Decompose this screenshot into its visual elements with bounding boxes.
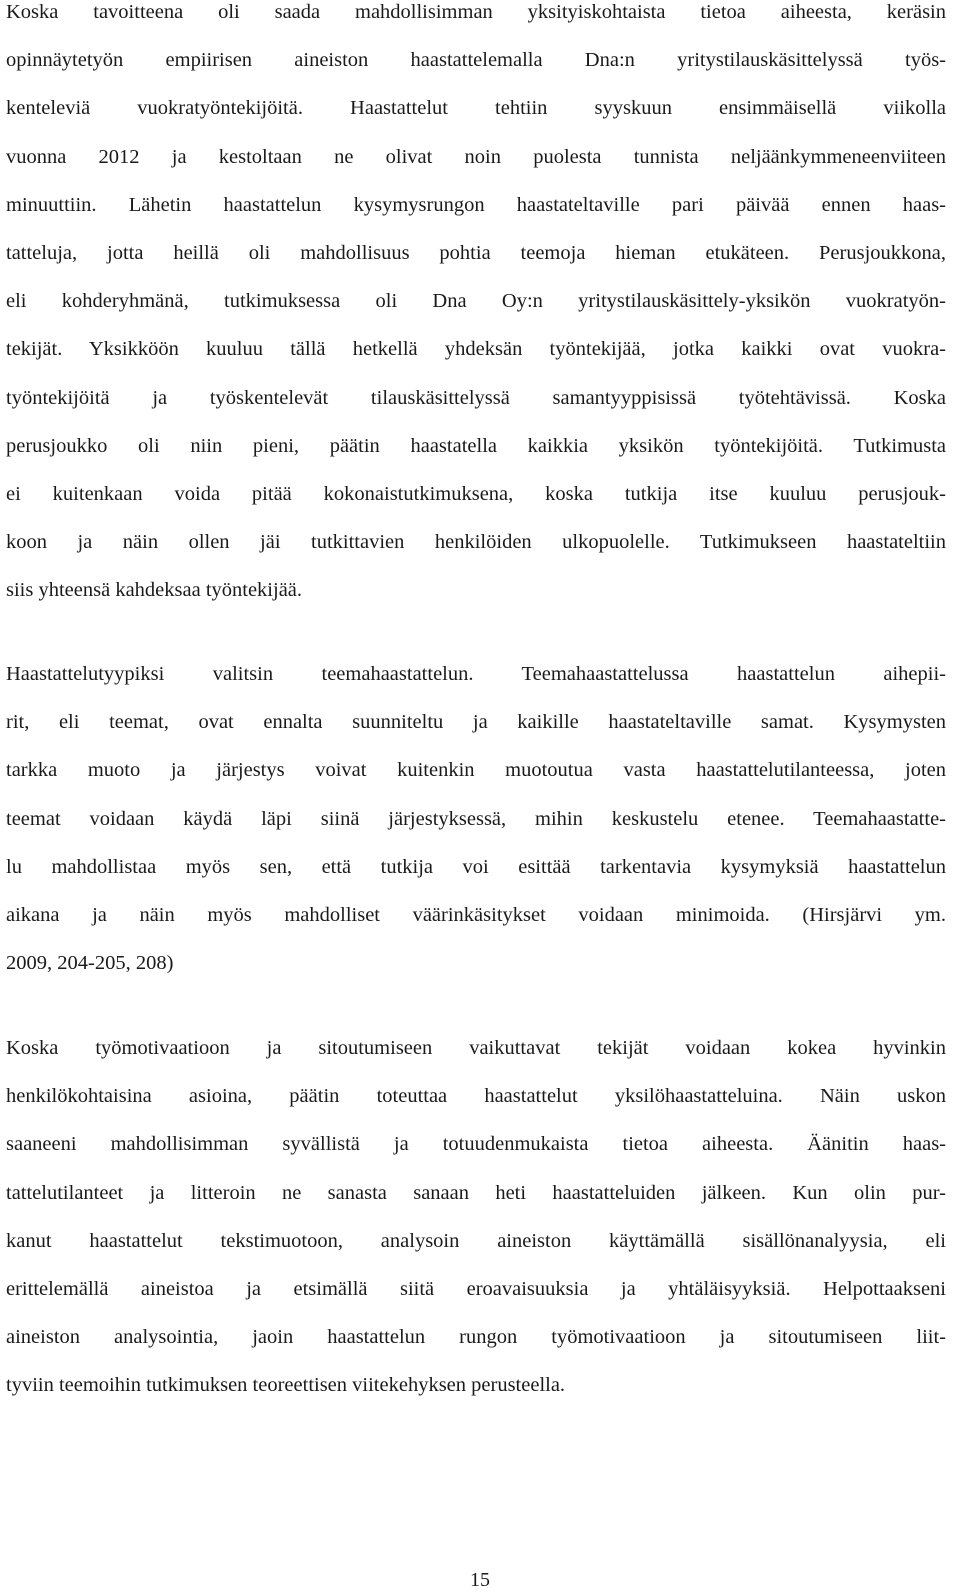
text-line: tekijät. Yksikköön kuuluu tällä hetkellä yhdeksän työntekijää, jotka kaikki ovat vuokra- [6, 338, 946, 361]
text-line: kanut haastattelut tekstimuotoon, analysoin aineiston käyttämällä sisällönanalyysia, eli [6, 1229, 946, 1252]
text-line: henkilökohtaisina asioina, päätin toteuttaa haastattelut yksilöhaastatteluina. Näin uskon [6, 1085, 946, 1108]
paragraph-3 [6, 1024, 946, 1410]
text-line: koon ja näin ollen jäi tutkittavien henkilöiden ulkopuolelle. Tutkimukseen haastateltiin [6, 531, 946, 554]
paragraph-2 [6, 650, 946, 987]
text-line: vuonna 2012 ja kestoltaan ne olivat noin puolesta tunnista neljäänkymmeneenviiteen [6, 145, 946, 168]
text-line: kenteleviä vuokratyöntekijöitä. Haastattelut tehtiin syyskuun ensimmäisellä viikolla [6, 97, 946, 120]
text-line: työntekijöitä ja työskentelevät tilauskäsittelyssä samantyyppisissä työtehtävissä. Koska [6, 386, 946, 409]
text-line: erittelemällä aineistoa ja etsimällä siitä eroavaisuuksia ja yhtäläisyyksiä. Helpottaakseni [6, 1277, 946, 1300]
text-line: 2009, 204-205, 208) [6, 952, 174, 975]
text-line: tatteluja, jotta heillä oli mahdollisuus pohtia teemoja hieman etukäteen. Perusjoukkona, [6, 241, 946, 264]
text-line: aineiston analysointia, jaoin haastattelun rungon työmotivaatioon ja sitoutumiseen liit- [6, 1326, 946, 1349]
text-line: tyviin teemoihin tutkimuksen teoreettisen viitekehyksen perusteella. [6, 1374, 566, 1397]
text-line: teemat voidaan käydä läpi siinä järjestyksessä, mihin keskustelu etenee. Teemahaastatte- [6, 807, 946, 830]
text-line: tarkka muoto ja järjestys voivat kuitenkin muotoutua vasta haastattelutilanteessa, joten [6, 759, 946, 782]
page-number: 15 [470, 1569, 490, 1591]
text-line: minuuttiin. Lähetin haastattelun kysymysrungon haastateltaville pari päivää ennen haas- [6, 193, 946, 216]
text-line: Koska työmotivaatioon ja sitoutumiseen vaikuttavat tekijät voidaan kokea hyvinkin [6, 1037, 946, 1059]
text-line: perusjoukko oli niin pieni, päätin haastatella kaikkia yksikön työntekijöitä. Tutkimusta [6, 434, 946, 457]
text-line: Haastattelutyypiksi valitsin teemahaastattelun. Teemahaastattelussa haastattelun aihepii- [6, 663, 946, 685]
paragraph-1 [6, 0, 946, 614]
text-line: lu mahdollistaa myös sen, että tutkija voi esittää tarkentavia kysymyksiä haastattelun [6, 855, 946, 878]
text-line: rit, eli teemat, ovat ennalta suunniteltu ja kaikille haastateltaville samat. Kysymysten [6, 711, 946, 734]
text-line: siis yhteensä kahdeksaa työntekijää. [6, 579, 303, 602]
text-line: opinnäytetyön empiirisen aineiston haastattelemalla Dna:n yritystilauskäsittelyssä työs- [6, 49, 946, 72]
text-line: Koska tavoitteena oli saada mahdollisimman yksityiskohtaista tietoa aiheesta, keräsin [6, 1, 946, 23]
text-line: ei kuitenkaan voida pitää kokonaistutkimuksena, koska tutkija itse kuuluu perusjouk- [6, 482, 946, 505]
text-line: saaneeni mahdollisimman syvällistä ja totuudenmukaista tietoa aiheesta. Äänitin haas- [6, 1133, 946, 1156]
text-line: tattelutilanteet ja litteroin ne sanasta sanaan heti haastatteluiden jälkeen. Kun olin pur- [6, 1181, 946, 1204]
text-line: eli kohderyhmänä, tutkimuksessa oli Dna Oy:n yritystilauskäsittely-yksikön vuokratyön- [6, 290, 946, 313]
text-line: aikana ja näin myös mahdolliset väärinkäsitykset voidaan minimoida. (Hirsjärvi ym. [6, 903, 946, 926]
